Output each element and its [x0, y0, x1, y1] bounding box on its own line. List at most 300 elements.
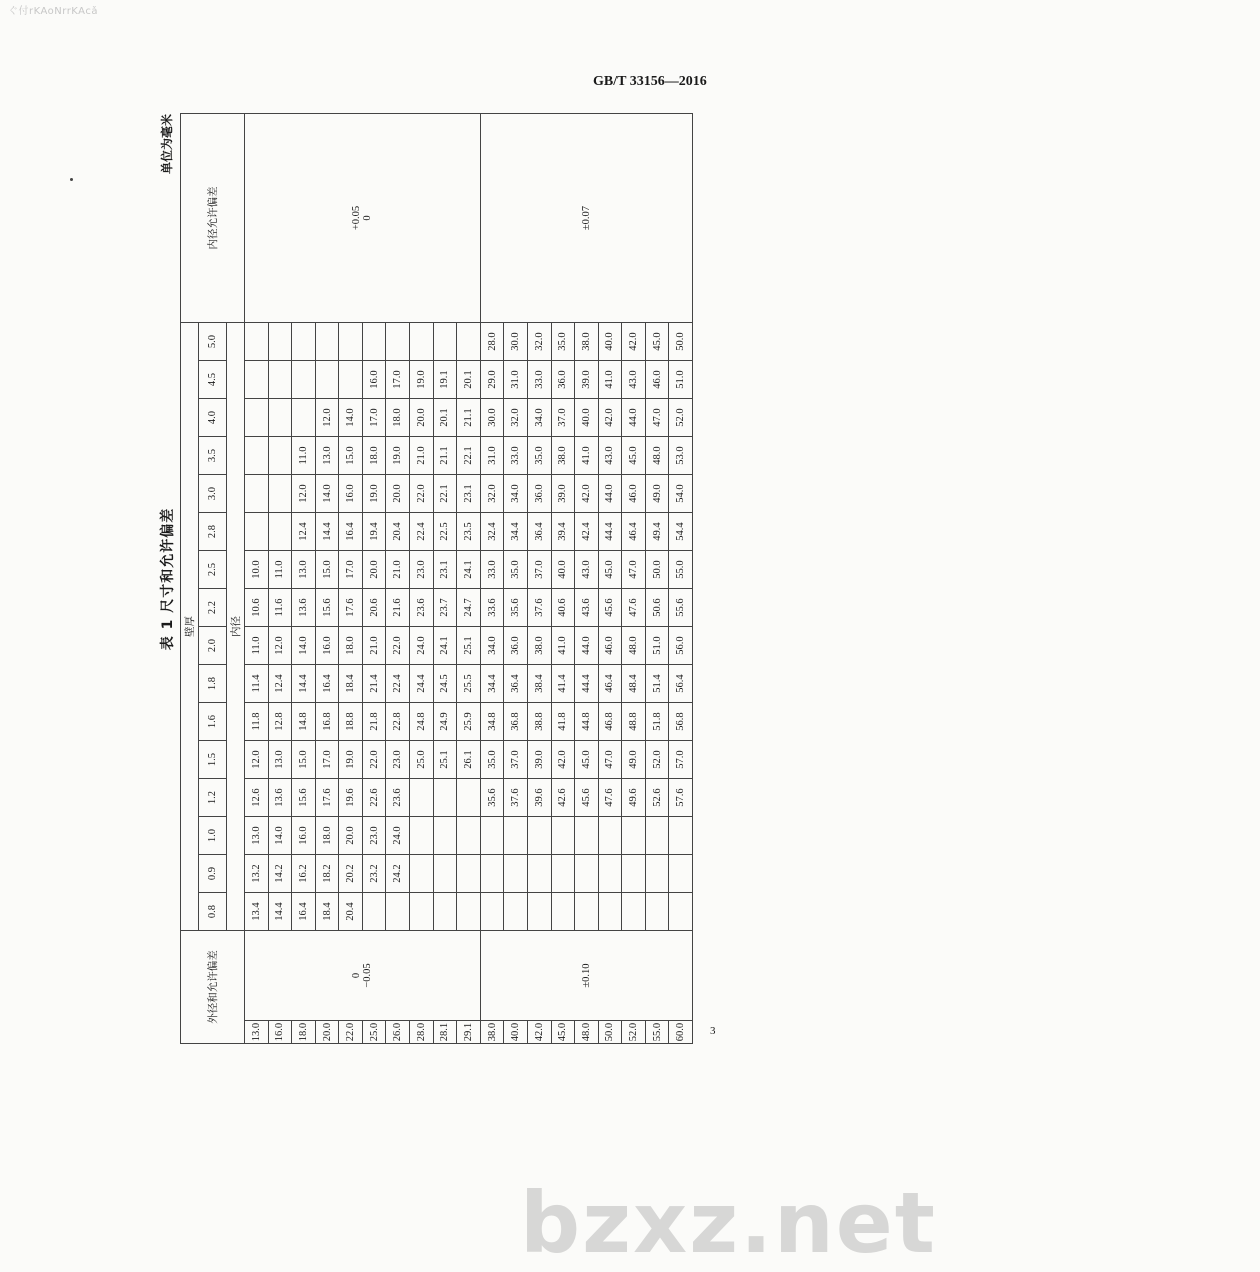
outer-diameter-cell: 28.1: [433, 1021, 457, 1044]
inner-diameter-cell: [245, 475, 269, 513]
table-row: [480, 114, 504, 1044]
inner-diameter-cell: 12.0: [292, 475, 316, 513]
inner-diameter-cell: [362, 323, 386, 361]
inner-diameter-cell: 42.6: [551, 779, 575, 817]
inner-diameter-cell: [622, 817, 646, 855]
inner-diameter-cell: 24.4: [410, 665, 434, 703]
outer-diameter-cell: 25.0: [362, 1021, 386, 1044]
inner-diameter-cell: 51.4: [645, 665, 669, 703]
wall-thickness-cell: 2.5: [199, 551, 227, 589]
inner-diameter-cell: 12.0: [268, 627, 292, 665]
inner-diameter-cell: 43.0: [622, 361, 646, 399]
inner-diameter-cell: [433, 855, 457, 893]
inner-diameter-cell: 13.0: [268, 741, 292, 779]
inner-diameter-cell: [645, 855, 669, 893]
scan-speck: [70, 178, 73, 181]
inner-diameter-cell: 18.2: [315, 855, 339, 893]
inner-diameter-cell: 28.0: [480, 323, 504, 361]
wall-thickness-cell: 4.5: [199, 361, 227, 399]
inner-diameter-cell: 47.6: [622, 589, 646, 627]
inner-diameter-cell: 15.0: [292, 741, 316, 779]
inner-diameter-cell: 10.0: [245, 551, 269, 589]
inner-diameter-cell: [669, 817, 693, 855]
inner-diameter-cell: [410, 817, 434, 855]
inner-diameter-cell: [551, 855, 575, 893]
inner-diameter-cell: 22.0: [386, 627, 410, 665]
inner-diameter-cell: 23.5: [457, 513, 481, 551]
inner-diameter-cell: 16.0: [362, 361, 386, 399]
inner-diameter-cell: 24.5: [433, 665, 457, 703]
inner-diameter-cell: 41.0: [575, 437, 599, 475]
inner-diameter-cell: 13.6: [292, 589, 316, 627]
inner-diameter-cell: 38.0: [551, 437, 575, 475]
inner-diameter-cell: 24.9: [433, 703, 457, 741]
inner-diameter-cell: 39.0: [575, 361, 599, 399]
outer-diameter-cell: 13.0: [245, 1021, 269, 1044]
inner-diameter-cell: [527, 817, 551, 855]
inner-diameter-cell: [575, 893, 599, 931]
inner-diameter-cell: 11.8: [245, 703, 269, 741]
inner-diameter-cell: 45.0: [645, 323, 669, 361]
inner-diameter-cell: 25.5: [457, 665, 481, 703]
inner-diameter-cell: 10.6: [245, 589, 269, 627]
inner-diameter-cell: 48.0: [645, 437, 669, 475]
inner-diameter-cell: 23.6: [410, 589, 434, 627]
inner-diameter-cell: 38.0: [527, 627, 551, 665]
inner-diameter-cell: 29.0: [480, 361, 504, 399]
inner-diameter-cell: 34.4: [504, 513, 528, 551]
inner-diameter-cell: 19.0: [386, 437, 410, 475]
inner-diameter-cell: [551, 817, 575, 855]
inner-diameter-cell: 12.0: [245, 741, 269, 779]
inner-diameter-cell: 17.6: [315, 779, 339, 817]
inner-diameter-cell: 16.4: [315, 665, 339, 703]
inner-diameter-cell: [504, 855, 528, 893]
inner-diameter-cell: 12.4: [292, 513, 316, 551]
inner-diameter-cell: 52.0: [669, 399, 693, 437]
inner-diameter-cell: 42.0: [575, 475, 599, 513]
wall-thickness-cell: 3.0: [199, 475, 227, 513]
table-caption-bar: [152, 114, 180, 1044]
inner-diameter-cell: 22.1: [433, 475, 457, 513]
inner-diameter-cell: 32.0: [504, 399, 528, 437]
inner-diameter-cell: [504, 893, 528, 931]
inner-diameter-cell: [268, 475, 292, 513]
inner-diameter-cell: 37.0: [504, 741, 528, 779]
inner-diameter-cell: [410, 779, 434, 817]
od-tolerance-cell: ±0.10: [480, 931, 692, 1021]
inner-diameter-cell: 54.0: [669, 475, 693, 513]
inner-diameter-cell: 43.0: [575, 551, 599, 589]
inner-diameter-cell: 20.0: [339, 817, 363, 855]
inner-diameter-cell: 18.8: [339, 703, 363, 741]
inner-diameter-cell: 20.1: [457, 361, 481, 399]
inner-diameter-cell: 16.0: [339, 475, 363, 513]
inner-diameter-cell: 42.0: [622, 323, 646, 361]
outer-diameter-cell: 45.0: [551, 1021, 575, 1044]
inner-diameter-cell: 42.0: [598, 399, 622, 437]
outer-diameter-cell: 20.0: [315, 1021, 339, 1044]
inner-diameter-cell: 39.0: [551, 475, 575, 513]
inner-diameter-cell: [268, 399, 292, 437]
inner-diameter-cell: 18.0: [362, 437, 386, 475]
inner-diameter-cell: [245, 323, 269, 361]
table-wrapper: [180, 114, 937, 1272]
inner-diameter-cell: [268, 437, 292, 475]
inner-diameter-cell: 14.0: [268, 817, 292, 855]
inner-diameter-cell: 20.0: [386, 475, 410, 513]
outer-diameter-cell: 60.0: [669, 1021, 693, 1044]
inner-diameter-cell: 45.0: [575, 741, 599, 779]
inner-diameter-cell: 46.4: [622, 513, 646, 551]
outer-diameter-cell: 26.0: [386, 1021, 410, 1044]
inner-diameter-cell: 23.2: [362, 855, 386, 893]
inner-diameter-cell: 22.1: [457, 437, 481, 475]
inner-diameter-cell: [433, 817, 457, 855]
inner-diameter-cell: 42.0: [551, 741, 575, 779]
inner-diameter-cell: 19.0: [339, 741, 363, 779]
inner-diameter-cell: 35.0: [480, 741, 504, 779]
inner-diameter-cell: 32.4: [480, 513, 504, 551]
inner-diameter-cell: 44.4: [575, 665, 599, 703]
inner-diameter-cell: 40.0: [575, 399, 599, 437]
inner-diameter-cell: 24.8: [410, 703, 434, 741]
inner-diameter-cell: 48.8: [622, 703, 646, 741]
inner-diameter-cell: 22.5: [433, 513, 457, 551]
inner-diameter-cell: [292, 361, 316, 399]
inner-diameter-cell: [362, 893, 386, 931]
wall-thickness-header: 壁厚: [181, 323, 199, 931]
wall-thickness-cell: 5.0: [199, 323, 227, 361]
inner-diameter-cell: 12.6: [245, 779, 269, 817]
inner-diameter-cell: 47.0: [598, 741, 622, 779]
inner-diameter-cell: 14.4: [268, 893, 292, 931]
inner-diameter-cell: 31.0: [480, 437, 504, 475]
inner-diameter-cell: 49.0: [622, 741, 646, 779]
outer-diameter-cell: 40.0: [504, 1021, 528, 1044]
inner-diameter-cell: 23.0: [410, 551, 434, 589]
inner-diameter-cell: 57.0: [669, 741, 693, 779]
inner-diameter-cell: 55.6: [669, 589, 693, 627]
outer-diameter-cell: 29.1: [457, 1021, 481, 1044]
inner-diameter-cell: 30.0: [504, 323, 528, 361]
inner-diameter-cell: 22.0: [362, 741, 386, 779]
inner-diameter-cell: 56.0: [669, 627, 693, 665]
inner-diameter-cell: 25.9: [457, 703, 481, 741]
inner-diameter-cell: 37.6: [527, 589, 551, 627]
inner-diameter-cell: 13.6: [268, 779, 292, 817]
inner-diameter-cell: 34.8: [480, 703, 504, 741]
inner-diameter-cell: 15.6: [292, 779, 316, 817]
od-tolerance-cell: 0 −0.05: [245, 931, 481, 1021]
table-body: [245, 114, 693, 1044]
inner-diameter-cell: 57.6: [669, 779, 693, 817]
inner-diameter-cell: 23.1: [433, 551, 457, 589]
inner-diameter-cell: [480, 855, 504, 893]
inner-diameter-cell: [268, 361, 292, 399]
inner-diameter-cell: 22.0: [410, 475, 434, 513]
inner-diameter-cell: 35.0: [504, 551, 528, 589]
inner-diameter-cell: 48.4: [622, 665, 646, 703]
inner-diameter-cell: 19.4: [362, 513, 386, 551]
inner-diameter-cell: [292, 399, 316, 437]
standard-number: GB/T 33156—2016: [593, 74, 707, 89]
inner-diameter-cell: 21.8: [362, 703, 386, 741]
inner-diameter-cell: 17.0: [339, 551, 363, 589]
inner-diameter-cell: 51.8: [645, 703, 669, 741]
inner-diameter-cell: 30.0: [480, 399, 504, 437]
id-tolerance-cell: ±0.07: [480, 114, 692, 323]
inner-diameter-cell: 13.0: [292, 551, 316, 589]
inner-diameter-cell: 36.4: [527, 513, 551, 551]
inner-diameter-cell: [315, 323, 339, 361]
inner-diameter-cell: 41.0: [551, 627, 575, 665]
inner-diameter-cell: 20.1: [433, 399, 457, 437]
inner-diameter-cell: 41.8: [551, 703, 575, 741]
inner-diameter-cell: 22.8: [386, 703, 410, 741]
outer-diameter-cell: 18.0: [292, 1021, 316, 1044]
inner-diameter-cell: 36.0: [527, 475, 551, 513]
inner-diameter-cell: 38.8: [527, 703, 551, 741]
id-tolerance-cell: +0.05 0: [245, 114, 481, 323]
inner-diameter-cell: 53.0: [669, 437, 693, 475]
inner-diameter-cell: 23.7: [433, 589, 457, 627]
inner-diameter-cell: 49.6: [622, 779, 646, 817]
inner-diameter-cell: 34.4: [480, 665, 504, 703]
inner-diameter-cell: 44.0: [598, 475, 622, 513]
inner-diameter-cell: 47.6: [598, 779, 622, 817]
inner-diameter-cell: 36.8: [504, 703, 528, 741]
inner-diameter-cell: 33.6: [480, 589, 504, 627]
inner-diameter-cell: 15.0: [339, 437, 363, 475]
inner-diameter-cell: 49.0: [645, 475, 669, 513]
inner-diameter-cell: 56.8: [669, 703, 693, 741]
outer-diameter-cell: 42.0: [527, 1021, 551, 1044]
inner-diameter-cell: [268, 323, 292, 361]
inner-diameter-cell: 16.4: [339, 513, 363, 551]
inner-diameter-cell: 42.4: [575, 513, 599, 551]
inner-diameter-cell: 19.0: [410, 361, 434, 399]
inner-diameter-cell: [386, 323, 410, 361]
inner-diameter-cell: 24.7: [457, 589, 481, 627]
inner-diameter-cell: 18.4: [339, 665, 363, 703]
inner-diameter-cell: [315, 361, 339, 399]
inner-diameter-cell: 19.0: [362, 475, 386, 513]
inner-diameter-cell: 20.0: [362, 551, 386, 589]
inner-diameter-cell: 37.6: [504, 779, 528, 817]
inner-diameter-cell: 38.4: [527, 665, 551, 703]
inner-diameter-cell: 16.8: [315, 703, 339, 741]
inner-diameter-cell: 24.1: [433, 627, 457, 665]
inner-diameter-cell: [410, 855, 434, 893]
inner-diameter-cell: 17.0: [315, 741, 339, 779]
wall-thickness-cell: 0.9: [199, 855, 227, 893]
inner-diameter-cell: [551, 893, 575, 931]
inner-diameter-cell: [669, 893, 693, 931]
inner-diameter-cell: 14.0: [339, 399, 363, 437]
inner-diameter-cell: 35.6: [504, 589, 528, 627]
inner-diameter-cell: [433, 779, 457, 817]
inner-diameter-cell: 31.0: [504, 361, 528, 399]
inner-diameter-cell: 46.0: [645, 361, 669, 399]
inner-diameter-cell: [645, 817, 669, 855]
inner-diameter-cell: 18.4: [315, 893, 339, 931]
inner-diameter-cell: 14.4: [292, 665, 316, 703]
inner-diameter-cell: 44.0: [575, 627, 599, 665]
header-mark: ぐ付rKAoNrrKAcǎ: [8, 6, 98, 17]
inner-diameter-cell: 23.0: [386, 741, 410, 779]
inner-diameter-cell: 24.2: [386, 855, 410, 893]
outer-diameter-cell: 55.0: [645, 1021, 669, 1044]
inner-diameter-cell: [245, 437, 269, 475]
inner-diameter-cell: 40.0: [551, 551, 575, 589]
inner-diameter-cell: 41.4: [551, 665, 575, 703]
inner-diameter-cell: [433, 323, 457, 361]
inner-diameter-cell: 16.2: [292, 855, 316, 893]
inner-diameter-cell: 33.0: [504, 437, 528, 475]
inner-diameter-cell: 17.6: [339, 589, 363, 627]
inner-diameter-cell: 23.1: [457, 475, 481, 513]
inner-diameter-cell: 20.4: [339, 893, 363, 931]
inner-diameter-cell: 18.0: [339, 627, 363, 665]
inner-diameter-cell: 17.0: [362, 399, 386, 437]
inner-diameter-cell: 45.6: [575, 779, 599, 817]
table-title: 表 1 尺寸和允许偏差: [160, 507, 176, 651]
inner-diameter-cell: [598, 817, 622, 855]
outer-diameter-cell: 22.0: [339, 1021, 363, 1044]
inner-diameter-cell: [268, 513, 292, 551]
inner-diameter-cell: 22.4: [410, 513, 434, 551]
wall-thickness-cell: 1.0: [199, 817, 227, 855]
inner-diameter-cell: 44.0: [622, 399, 646, 437]
wall-thickness-cell: 1.6: [199, 703, 227, 741]
inner-diameter-cell: 24.1: [457, 551, 481, 589]
watermark-text: bzxz.net: [520, 1174, 937, 1272]
inner-diameter-cell: [622, 855, 646, 893]
inner-diameter-cell: 34.0: [480, 627, 504, 665]
inner-diameter-cell: [386, 893, 410, 931]
inner-diameter-cell: [480, 893, 504, 931]
inner-diameter-cell: 39.0: [527, 741, 551, 779]
wall-thickness-cell: 2.0: [199, 627, 227, 665]
inner-diameter-cell: 51.0: [669, 361, 693, 399]
inner-diameter-cell: [457, 323, 481, 361]
wall-thickness-cell: 1.5: [199, 741, 227, 779]
inner-diameter-cell: 52.0: [645, 741, 669, 779]
inner-diameter-cell: [457, 855, 481, 893]
wall-thickness-cell: 0.8: [199, 893, 227, 931]
inner-diameter-cell: 22.6: [362, 779, 386, 817]
inner-diameter-cell: 17.0: [386, 361, 410, 399]
inner-diameter-cell: 50.0: [645, 551, 669, 589]
inner-diameter-cell: 21.1: [457, 399, 481, 437]
inner-diameter-cell: 37.0: [551, 399, 575, 437]
inner-diameter-cell: 43.0: [598, 437, 622, 475]
inner-diameter-cell: [339, 323, 363, 361]
inner-diameter-cell: [410, 323, 434, 361]
inner-diameter-cell: 36.0: [504, 627, 528, 665]
inner-diameter-cell: 32.0: [480, 475, 504, 513]
inner-diameter-cell: 52.6: [645, 779, 669, 817]
wall-thickness-cell: 2.8: [199, 513, 227, 551]
inner-diameter-cell: 19.1: [433, 361, 457, 399]
id-tolerance-header: 内径允许偏差: [181, 114, 245, 323]
inner-diameter-cell: [410, 893, 434, 931]
inner-diameter-cell: 48.0: [622, 627, 646, 665]
inner-diameter-cell: 39.6: [527, 779, 551, 817]
inner-diameter-cell: 34.0: [527, 399, 551, 437]
inner-diameter-cell: 18.0: [386, 399, 410, 437]
inner-diameter-cell: 14.0: [292, 627, 316, 665]
inner-diameter-cell: 47.0: [622, 551, 646, 589]
inner-diameter-cell: [339, 361, 363, 399]
page-number: 3: [710, 1025, 716, 1037]
inner-diameter-cell: 21.0: [386, 551, 410, 589]
inner-diameter-cell: 41.0: [598, 361, 622, 399]
inner-diameter-cell: [645, 893, 669, 931]
inner-diameter-cell: 21.4: [362, 665, 386, 703]
outer-diameter-cell: 52.0: [622, 1021, 646, 1044]
od-header: 外径和允许偏差: [181, 931, 245, 1044]
inner-diameter-cell: 21.0: [410, 437, 434, 475]
dimension-table: [180, 113, 693, 1044]
inner-diameter-cell: 45.0: [622, 437, 646, 475]
inner-diameter-cell: 45.6: [598, 589, 622, 627]
inner-diameter-cell: 11.0: [292, 437, 316, 475]
wall-thickness-cell: 3.5: [199, 437, 227, 475]
inner-diameter-cell: 44.8: [575, 703, 599, 741]
inner-diameter-cell: 38.0: [575, 323, 599, 361]
inner-diameter-cell: 25.0: [410, 741, 434, 779]
inner-diameter-cell: 54.4: [669, 513, 693, 551]
inner-diameter-cell: 37.0: [527, 551, 551, 589]
inner-diameter-cell: 25.1: [433, 741, 457, 779]
inner-diameter-cell: 35.0: [527, 437, 551, 475]
inner-diameter-cell: 11.6: [268, 589, 292, 627]
inner-diameter-cell: 50.6: [645, 589, 669, 627]
inner-diameter-cell: 33.0: [480, 551, 504, 589]
inner-diameter-cell: [457, 779, 481, 817]
inner-diameter-cell: 25.1: [457, 627, 481, 665]
inner-diameter-cell: 19.6: [339, 779, 363, 817]
inner-diameter-cell: 11.0: [245, 627, 269, 665]
inner-diameter-cell: 16.0: [315, 627, 339, 665]
inner-diameter-cell: 24.0: [386, 817, 410, 855]
inner-diameter-cell: [527, 893, 551, 931]
inner-diameter-cell: [598, 893, 622, 931]
inner-diameter-cell: [457, 817, 481, 855]
inner-diameter-cell: 22.4: [386, 665, 410, 703]
inner-diameter-cell: [622, 893, 646, 931]
inner-diameter-cell: 36.4: [504, 665, 528, 703]
inner-diameter-cell: [669, 855, 693, 893]
outer-diameter-cell: 16.0: [268, 1021, 292, 1044]
inner-diameter-cell: 51.0: [645, 627, 669, 665]
inner-diameter-cell: 46.8: [598, 703, 622, 741]
inner-diameter-cell: 46.4: [598, 665, 622, 703]
inner-diameter-cell: [504, 817, 528, 855]
outer-diameter-cell: 50.0: [598, 1021, 622, 1044]
inner-diameter-group-header: 内径: [227, 323, 245, 931]
inner-diameter-cell: [245, 361, 269, 399]
inner-diameter-cell: 40.0: [598, 323, 622, 361]
inner-diameter-cell: 26.1: [457, 741, 481, 779]
wall-thickness-cell: 1.2: [199, 779, 227, 817]
inner-diameter-cell: 39.4: [551, 513, 575, 551]
inner-diameter-cell: [480, 817, 504, 855]
inner-diameter-cell: [433, 893, 457, 931]
inner-diameter-cell: 36.0: [551, 361, 575, 399]
